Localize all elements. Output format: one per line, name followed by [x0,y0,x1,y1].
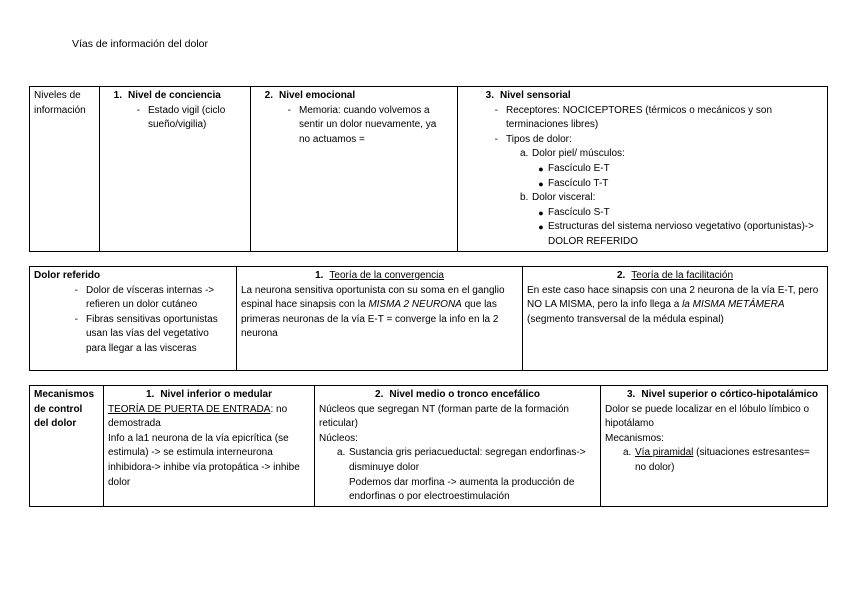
table-niveles [29,86,828,252]
cell-teoria-convergencia: 1. Teoría de la convergencia La neurona sensitiva oportunista con su soma en el ganglio espinal hace sinapsis con la MISMA 2 NEURONA que las primeras neuronas de la vía E-T = converge la info en la 2 neurona [237,267,523,371]
list-item: Dolor piel/ músculos: [532,148,625,160]
list-item: Fibras sensitivas oportunistas usan las vías del vegetativo para llegar a las visceras [86,313,218,354]
heading-nivel-emocional: Nivel emocional [279,90,356,101]
cell-nivel-sensorial: 3. Nivel sensorial - Receptores: NOCICEPTORES (térmicos o mecánicos y son terminaciones libres) - Tipos de dolor: a. Dolor piel/ músculos: ● Fascículo E-T ● Fascículo T-T b. Dolor visceral: ● Fascículo S-T ● Estructuras del sistema nervioso vegetativo (oportunistas)-> DOLOR REFERIDO [458,87,828,252]
list-item: Estructuras del sistema nervioso vegetativo (oportunistas)-> DOLOR REFERIDO [548,221,814,247]
cell-teoria-facilitacion: 2. Teoría de la facilitación En este caso hace sinapsis con una 2 neurona de la vía E-T, pero NO LA MISMA, pero la info llega a la MISMA METÁMERA (segmento transversal de la médula espinal) [523,267,828,371]
cell-dolor-referido: Dolor referido - Dolor de vísceras internas -> refieren un dolor cutáneo - Fibras sensitivas oportunistas usan las vías del vegetativo para llegar a las visceras [30,267,237,371]
heading-dolor-referido: Dolor referido [34,270,101,281]
cell-nivel-inferior: 1. Nivel inferior o medular TEORÍA DE PUERTA DE ENTRADA: no demostrada Info a la1 neurona de la vía epicrítica (se estimula) -> se estimula interneurona inhibidora-> inhibe vía protopática -> inhibe dolor [104,386,315,507]
list-item: Receptores: NOCICEPTORES (térmicos o mecánicos y son terminaciones libres) [506,104,773,131]
row-label-mecanismos: Mecanismos de control del dolor [30,386,104,507]
cell-nivel-conciencia: 1. Nivel de conciencia - Estado vigil (ciclo sueño/vigilia) [100,87,251,252]
row-label-niveles: Niveles de información [30,87,100,252]
heading-nivel-conciencia: Nivel de conciencia [128,90,221,101]
cell-nivel-superior: 3. Nivel superior o córtico-hipotalámico Dolor se puede localizar en el lóbulo límbico o hipotálamo Mecanismos: a. Vía piramidal (situaciones estresantes= no dolor) [601,386,828,507]
heading-teoria-convergencia: Teoría de la convergencia [329,270,444,281]
document-title: Vías de información del dolor [72,38,208,50]
heading-nivel-sensorial: Nivel sensorial [500,90,571,101]
list-item: Sustancia gris periacueductal: segregan endorfinas-> disminuye dolor [349,447,586,473]
heading-nivel-superior: Nivel superior o córtico-hipotalámico [641,389,819,400]
list-item: Memoria: cuando volvemos a sentir un dolor nuevamente, ya no actuamos = [299,104,437,145]
list-item: Fascículo T-T [548,177,609,189]
cell-nivel-emocional: 2. Nivel emocional - Memoria: cuando volvemos a sentir un dolor nuevamente, ya no actuamos = [251,87,458,252]
teoria-puerta-entrada: TEORÍA DE PUERTA DE ENTRADA [108,403,271,415]
list-item: Tipos de dolor: [506,133,572,145]
table-mecanismos [29,385,828,507]
list-item: Estado vigil (ciclo sueño/vigilia) [148,104,226,131]
list-item: Fascículo S-T [548,206,610,218]
list-item: Podemos dar morfina -> aumenta la producción de endorfinas o por electroestimulación [349,476,575,503]
list-item: Dolor visceral: [532,192,596,204]
heading-nivel-medio: Nivel medio o tronco encefálico [389,389,540,400]
heading-nivel-inferior: Nivel inferior o medular [160,389,273,400]
list-item: Fascículo E-T [548,162,610,174]
cell-nivel-medio: 2. Nivel medio o tronco encefálico Núcleos que segregan NT (forman parte de la formación reticular) Núcleos: a. Sustancia gris periacueductal: segregan endorfinas-> disminuye dolor Podemos dar morfina -> aumenta la producción de endorfinas o por electroestimulación [315,386,601,507]
list-item: Dolor de vísceras internas -> refieren un dolor cutáneo [86,284,215,311]
heading-teoria-facilitacion: Teoría de la facilitación [631,270,734,281]
table-dolor-referido [29,266,828,371]
via-piramidal: Vía piramidal [635,447,694,459]
